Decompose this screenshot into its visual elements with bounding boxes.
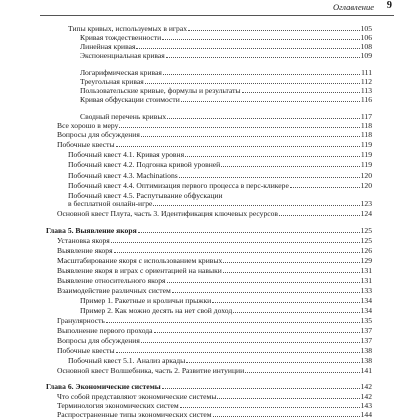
toc-leader-dots <box>119 127 359 128</box>
toc-entry <box>68 199 372 208</box>
toc-leader-dots <box>185 156 360 157</box>
toc-leader-dots <box>162 388 360 389</box>
toc-entry-title: Побочный квест 4.3. Machinations <box>68 171 178 180</box>
toc-leader-dots <box>114 252 360 253</box>
toc-chapter <box>46 226 372 235</box>
toc-chapter <box>46 382 372 391</box>
toc-leader-dots <box>212 302 359 303</box>
toc-entry-title: Терминология экономических систем <box>57 401 179 410</box>
toc-entry-title: Побочные квесты <box>57 346 115 355</box>
toc-entry-title: Выявление якоря <box>57 246 113 255</box>
toc-entry <box>57 121 372 130</box>
toc-entry-page: 124 <box>360 209 372 218</box>
toc-entry <box>68 181 372 190</box>
toc-entry <box>57 276 372 285</box>
toc-entry <box>80 42 372 51</box>
toc-chapter-title: Глава 6. Экономические системы <box>46 382 161 391</box>
toc-entry-title: Установка якоря <box>57 236 110 245</box>
toc-entry-title: Гранулярность <box>57 316 105 325</box>
toc-entry-title: в бесплатной онлайн-игре <box>68 199 153 208</box>
toc-leader-dots <box>116 352 360 353</box>
toc-entry-page: 142 <box>360 392 372 401</box>
toc-entry-title: Сводный перечень кривых <box>80 112 167 121</box>
toc-entry <box>80 306 372 315</box>
toc-leader-dots <box>167 282 360 283</box>
toc-entry <box>68 24 372 33</box>
toc-leader-dots <box>172 292 360 293</box>
toc-leader-dots <box>153 205 359 206</box>
toc-entry-title: Пользовательские кривые, формулы и результаты <box>80 86 241 95</box>
toc-leader-dots <box>290 187 360 188</box>
toc-leader-dots <box>116 146 360 147</box>
toc-entry-page: 125 <box>360 236 372 245</box>
toc-leader-dots <box>223 262 359 263</box>
toc-leader-dots <box>221 166 360 167</box>
toc-leader-dots <box>213 416 360 417</box>
toc-entry <box>80 77 372 86</box>
toc-entry-page: 135 <box>360 316 372 325</box>
toc-entry-title: Побочный квест 4.5. Распутывание обфускации <box>68 191 223 200</box>
toc-entry-title: Выявление якоря в играх с ориентацией на навыки <box>57 266 222 275</box>
toc-entry-title: Пример 2. Как можно десять на нет свой доход <box>80 306 233 315</box>
toc-entry <box>57 316 372 325</box>
toc-entry-page: 120 <box>360 171 372 180</box>
toc-entry-page: 138 <box>360 356 372 365</box>
toc-entry-page: 119 <box>360 150 372 159</box>
toc-entry-page: 129 <box>360 256 372 265</box>
toc-entry <box>57 236 372 245</box>
toc-leader-dots <box>233 312 359 313</box>
toc-entry-page: 106 <box>360 33 372 42</box>
toc-entry-title: Распространенные типы экономических систем <box>57 410 212 419</box>
toc-entry <box>57 130 372 139</box>
running-title: Оглавление <box>332 2 374 12</box>
toc-entry-title: Линейная кривая <box>80 42 136 51</box>
toc-leader-dots <box>163 74 360 75</box>
toc-entry <box>57 256 372 265</box>
toc-entry-title: Взаимодействие различных систем <box>57 286 171 295</box>
toc-entry-title: Логарифмическая кривая <box>80 68 162 77</box>
toc-leader-dots <box>145 83 360 84</box>
toc-entry-title: Выявление относительного якоря <box>57 276 166 285</box>
toc-entry-title: Экспоненциальная кривая <box>80 51 165 60</box>
toc-entry <box>57 401 372 410</box>
toc-leader-dots <box>217 398 359 399</box>
toc-entry-page: 131 <box>360 266 372 275</box>
toc-entry-title: Кривая тождественности <box>80 33 162 42</box>
toc-entry-title: Основной квест Волшебника, часть 2. Развитие интуиции <box>57 366 245 375</box>
toc-entry-page: 112 <box>360 77 372 86</box>
toc-entry-page: 137 <box>360 326 372 335</box>
toc-entry-page: 117 <box>360 112 372 121</box>
toc-entry-title: Треугольная кривая <box>80 77 144 86</box>
toc-entry-title: Побочный квест 5.1. Анализ аркады <box>68 356 186 365</box>
toc-entry-page: 133 <box>360 286 372 295</box>
toc-entry-title: Все хорошо в меру <box>57 121 119 130</box>
toc-chapter-title: Глава 5. Выявление якоря <box>46 226 137 235</box>
toc-entry-title: Побочные квесты <box>57 140 115 149</box>
toc-leader-dots <box>167 118 360 119</box>
toc-entry <box>57 266 372 275</box>
toc-entry-title: Вопросы для обсуждения <box>57 336 140 345</box>
toc-entry-page: 109 <box>360 51 372 60</box>
toc-leader-dots <box>106 322 360 323</box>
toc-entry-page: 123 <box>360 199 372 208</box>
toc-entry <box>68 160 372 169</box>
toc-leader-dots <box>111 242 360 243</box>
toc-entry <box>80 296 372 305</box>
toc-entry-title: Основной квест Плута, часть 3. Идентификация ключевых ресурсов <box>57 209 279 218</box>
toc-entry-page: 118 <box>360 121 372 130</box>
toc-entry-title: Выполнение первого прохода <box>57 326 153 335</box>
toc-entry-page: 137 <box>360 336 372 345</box>
toc-leader-dots <box>186 362 359 363</box>
toc-entry-page: 113 <box>360 86 372 95</box>
toc-entry <box>57 286 372 295</box>
toc-entry-title: Масштабирование якоря с использованием кривых <box>57 256 223 265</box>
toc-entry-page: 116 <box>360 95 372 104</box>
toc-entry <box>80 33 372 42</box>
toc-entry <box>68 171 372 180</box>
toc-leader-dots <box>141 342 360 343</box>
toc-entry-title: Побочный квест 4.1. Кривая уровня <box>68 150 185 159</box>
toc-entry-title: Побочный квест 4.2. Подгонка кривой уровней <box>68 160 221 169</box>
toc-entry-page: 134 <box>360 306 372 315</box>
toc-entry <box>80 51 372 60</box>
toc-leader-dots <box>242 92 360 93</box>
toc-leader-dots <box>166 57 360 58</box>
toc-entry <box>57 246 372 255</box>
toc-leader-dots <box>180 407 360 408</box>
toc-entry-page: 126 <box>360 246 372 255</box>
toc-leader-dots <box>154 332 360 333</box>
toc-entry-page: 119 <box>360 140 372 149</box>
toc-entry <box>80 86 372 95</box>
toc-entry <box>57 410 372 419</box>
toc-entry <box>57 140 372 149</box>
toc-leader-dots <box>188 30 360 31</box>
toc-entry-page: 119 <box>360 160 372 169</box>
toc-entry-title: Пример 1. Ракетные и кроличьи прыжки <box>80 296 212 305</box>
toc-leader-dots <box>245 372 359 373</box>
toc-entry <box>68 150 372 159</box>
toc-entry-page: 125 <box>360 226 372 235</box>
toc-leader-dots <box>181 101 360 102</box>
toc-entry <box>57 392 372 401</box>
toc-entry-page: 142 <box>360 382 372 391</box>
toc-entry-title: Что собой представляют экономические системы <box>57 392 217 401</box>
toc-entry <box>80 68 372 77</box>
toc-entry <box>80 112 372 121</box>
toc-leader-dots <box>279 215 360 216</box>
toc-leader-dots <box>136 48 359 49</box>
toc-entry <box>57 209 372 218</box>
toc-leader-dots <box>223 272 360 273</box>
toc-leader-dots <box>179 177 360 178</box>
toc-entry-title: Вопросы для обсуждения <box>57 130 140 139</box>
toc-entry-page: 138 <box>360 346 372 355</box>
toc-entry-page: 143 <box>360 401 372 410</box>
toc-leader-dots <box>138 232 360 233</box>
toc-entry <box>57 366 372 375</box>
toc-entry <box>68 356 372 365</box>
toc-entry-page: 144 <box>360 410 372 419</box>
toc-entry-page: 108 <box>360 42 372 51</box>
toc-entry-page: 134 <box>360 296 372 305</box>
toc-entry <box>80 95 372 104</box>
page-number: 9 <box>386 0 392 11</box>
toc-entry-title: Кривая обфускации стоимости <box>80 95 180 104</box>
toc-entry <box>57 336 372 345</box>
toc-entry-page: 120 <box>360 181 372 190</box>
toc-entry-page: 105 <box>360 24 372 33</box>
toc-entry-title: Типы кривых, используемых в играх <box>68 24 187 33</box>
toc-entry <box>57 326 372 335</box>
toc-entry-page: 131 <box>360 276 372 285</box>
toc-entry-page: 111 <box>361 68 372 77</box>
toc-entry-title: Побочный квест 4.4. Оптимизация первого процесса в перс-кликере <box>68 181 289 190</box>
toc-leader-dots <box>162 39 359 40</box>
toc-leader-dots <box>141 136 360 137</box>
toc-entry-page: 141 <box>360 366 372 375</box>
toc-entry-page: 118 <box>360 130 372 139</box>
toc-entry <box>57 346 372 355</box>
